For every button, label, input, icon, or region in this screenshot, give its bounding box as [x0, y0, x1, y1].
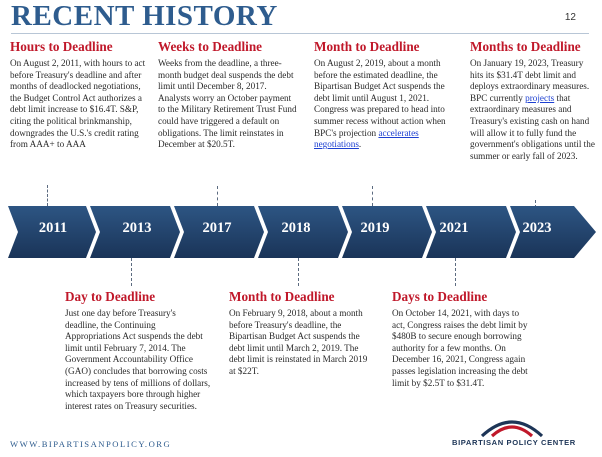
event-text: On January 19, 2023, Treasury hits its $31.4T debt limit and deploys extraordinary measures. BPC currently projects that extraordinary measures and Treasury's existing cash on hand will allow it to fully fund the government's obligations until the summer or early fall of 2023.: [470, 58, 595, 161]
event-text: On February 9, 2018, about a month before Treasury's deadline, the Bipartisan Budget Act suspends the debt limit until March 2, 2019. The debt limit is reinstated in March 2019 at $22T.: [229, 308, 368, 376]
event-heading: Weeks to Deadline: [158, 39, 263, 54]
year-label: 2018: [281, 220, 311, 236]
event-text: Weeks from the deadline, a three-month budget deal suspends the debt limit until December 8, 2017. Analysts worry an October payment to the Military Retirement Trust Fund could have triggered a default on obligations. The limit reinstates in December at $20.5T.: [158, 58, 297, 150]
event-2019: [314, 39, 452, 151]
connector-2021: [455, 258, 456, 286]
year-label: 2023: [522, 220, 552, 236]
event-heading: Day to Deadline: [65, 289, 156, 304]
event-text: On August 2, 2011, with hours to act before Treasury's deadline and after months of deadlocked negotiations, the Budget Control Act authorizes a debt limit increase to $16.4T. S&P, citing the political brinkmanship, downgrades the U.S.'s credit rating from AAA+ to AAA: [10, 58, 146, 150]
event-heading: Days to Deadline: [392, 289, 488, 304]
page-number: 12: [564, 12, 576, 23]
title-divider: [11, 33, 589, 34]
connector-2011: [47, 185, 48, 206]
accelerates-negotiations-link[interactable]: accelerates negotiations: [314, 127, 419, 150]
event-text: On October 14, 2021, with days to act, Congress raises the debt limit by $480B to secure enough borrowing authority for a few months. On December 16, 2021, Congress again passes legislation increasing the debt limit by $2.5T to $31.4T.: [392, 308, 528, 388]
event-text: Just one day before Treasury's deadline, the Continuing Appropriations Act suspends the debt limit until February 7, 2014. The Government Accountability Office (GAO) concludes that borrowing costs increased by tens of millions of dollars, which taxpayers bore through higher interest rates on Treasury securities.: [65, 308, 211, 411]
bpc-logo-icon: [476, 412, 548, 438]
event-2023: [470, 39, 598, 162]
connector-2017: [217, 186, 218, 206]
event-heading: Month to Deadline: [314, 39, 420, 54]
event-2011: [10, 39, 148, 151]
footer-logo-text: BIPARTISAN POLICY CENTER: [452, 438, 576, 447]
year-label: 2011: [38, 220, 68, 236]
event-heading: Month to Deadline: [229, 289, 335, 304]
page-title: RECENT HISTORY: [11, 0, 278, 32]
year-label: 2021: [439, 220, 469, 236]
event-2021: [392, 289, 534, 389]
event-2018: [229, 289, 369, 378]
footer-url: WWW.BIPARTISANPOLICY.ORG: [10, 439, 172, 449]
year-label: 2013: [122, 220, 152, 236]
year-label: 2017: [202, 220, 232, 236]
year-label: 2019: [360, 220, 390, 236]
connector-2018: [298, 258, 299, 286]
connector-2019: [372, 186, 373, 206]
connector-2013: [131, 258, 132, 286]
projects-link[interactable]: projects: [525, 92, 555, 103]
event-2017: [158, 39, 298, 151]
event-heading: Months to Deadline: [470, 39, 581, 54]
event-heading: Hours to Deadline: [10, 39, 113, 54]
event-2013: [65, 289, 211, 412]
event-text: On August 2, 2019, about a month before the estimated deadline, the Bipartisan Budget Act suspends the debt limit until August 1, 2021. Congress was prepared to head into summer recess without action when BPC's projection accelerates negotiations.: [314, 58, 446, 150]
